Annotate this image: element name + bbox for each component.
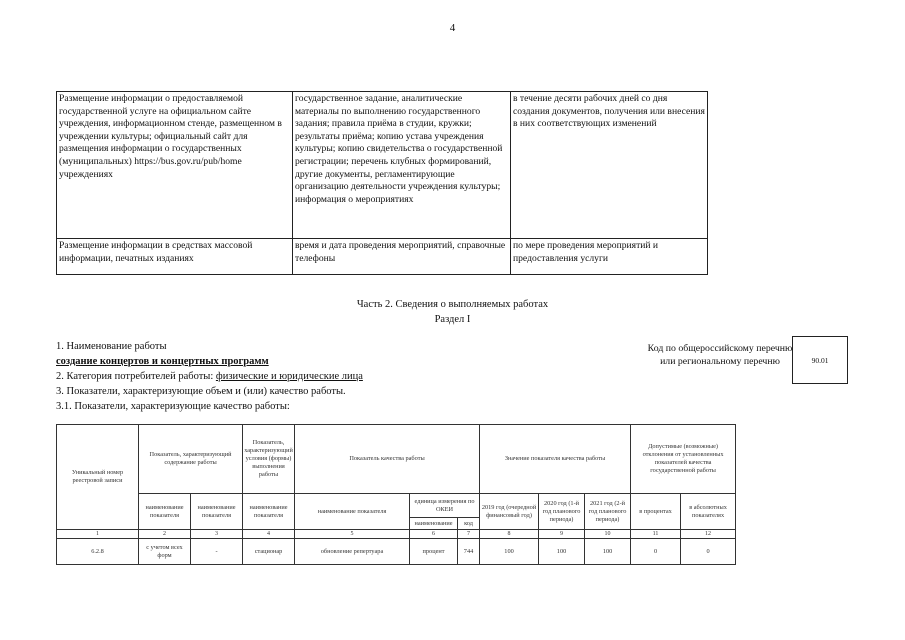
- subheader-name: наименование показателя: [243, 494, 295, 530]
- registry-code-label: Код по общероссийскому перечню или региональному перечню: [647, 343, 793, 367]
- column-number: 1: [57, 530, 139, 539]
- data-unique-number: 6.2.8: [57, 539, 139, 565]
- column-number: 5: [295, 530, 410, 539]
- data-content-1: с учетом всех форм: [139, 539, 191, 565]
- volume-quality-heading: 3. Показатели, характеризующие объем и (или) качество работы.: [56, 386, 346, 397]
- quality-table: [56, 424, 736, 565]
- header-quality-indicator: Показатель качества работы: [295, 425, 480, 494]
- work-name-value: создание концертов и концертных программ: [56, 356, 269, 367]
- data-unit-name: процент: [410, 539, 458, 565]
- part-title: Часть 2. Сведения о выполняемых работах: [356, 299, 549, 310]
- column-number: 11: [631, 530, 681, 539]
- data-value-2019: 100: [480, 539, 539, 565]
- subheader-name: наименование показателя: [295, 494, 410, 530]
- data-deviation-absolute: 0: [681, 539, 736, 565]
- info-content-cell: время и дата проведения мероприятий, справочные телефоны: [293, 239, 511, 275]
- consumer-category: [56, 369, 363, 384]
- part-heading: [0, 297, 905, 327]
- data-content-2: -: [191, 539, 243, 565]
- column-number: 7: [458, 530, 480, 539]
- subheader-unit: единица измерения по ОКЕИ: [410, 494, 480, 518]
- header-quality-values: Значение показателя качества работы: [480, 425, 631, 494]
- header-condition-indicator: Показатель, характеризующий условия (формы) выполнения работы: [243, 425, 295, 494]
- table-row: [57, 539, 736, 565]
- column-number: 6: [410, 530, 458, 539]
- work-name-label: 1. Наименование работы: [56, 341, 167, 352]
- data-deviation-percent: 0: [631, 539, 681, 565]
- data-unit-code: 744: [458, 539, 480, 565]
- table-header-row: [57, 494, 736, 518]
- column-number: 3: [191, 530, 243, 539]
- table-row: [57, 92, 708, 239]
- work-details: [56, 339, 363, 414]
- subheader-percent: в процентах: [631, 494, 681, 530]
- consumer-category-value: физические и юридические лица: [215, 371, 363, 382]
- table-header-row: [57, 425, 736, 494]
- subheader-name: наименование показателя: [139, 494, 191, 530]
- subheader-year-2021: 2021 год (2-й год планового периода): [585, 494, 631, 530]
- column-number: 10: [585, 530, 631, 539]
- subheader-year-2020: 2020 год (1-й год планового периода): [539, 494, 585, 530]
- header-content-indicator: Показатель, характеризующий содержание работы: [139, 425, 243, 494]
- column-number: 4: [243, 530, 295, 539]
- header-unique-number: Уникальный номер реестровой записи: [57, 425, 139, 530]
- header-deviation: Допустимые (возможные) отклонения от установленных показателей качества государственной работы: [631, 425, 736, 494]
- info-table: [56, 91, 708, 275]
- registry-code-box: 90.01: [792, 336, 848, 384]
- column-number: 12: [681, 530, 736, 539]
- column-number: 2: [139, 530, 191, 539]
- info-frequency-cell: в течение десяти рабочих дней со дня создания документов, получения или внесения в них соответствующих изменений: [511, 92, 708, 239]
- table-row: [57, 239, 708, 275]
- quality-heading: 3.1. Показатели, характеризующие качество работы:: [56, 401, 290, 412]
- subheader-name: наименование показателя: [191, 494, 243, 530]
- column-number-row: [57, 530, 736, 539]
- data-quality-name: обновление репертуара: [295, 539, 410, 565]
- info-method-cell: Размещение информации о предоставляемой государственной услуге на официальном сайте учреждения, информационном стенде, размещенном в учреждении культуры; официальный сайт для размещения информации о государственных (муниципальных) https://bus.gov.ru/pub/home учреждениях: [57, 92, 293, 239]
- page-number: 4: [449, 22, 456, 34]
- column-number: 8: [480, 530, 539, 539]
- section-title: Раздел I: [434, 314, 471, 325]
- info-content-cell: государственное задание, аналитические материалы по выполнению государственного задания; правила приёма в студии, кружки; результаты приёма; копию устава учреждения культуры; копию свидетельства о государственной регистрации; перечень клубных формирований, другие документы, регламентирующие организацию деятельности учреждения культуры; информация о мероприятиях: [293, 92, 511, 239]
- data-value-2020: 100: [539, 539, 585, 565]
- info-frequency-cell: по мере проведения мероприятий и предоставления услуги: [511, 239, 708, 275]
- subheader-absolute: в абсолютных показателях: [681, 494, 736, 530]
- subheader-year-2019: 2019 год (очередной финансовый год): [480, 494, 539, 530]
- data-value-2021: 100: [585, 539, 631, 565]
- info-method-cell: Размещение информации в средствах массовой информации, печатных изданиях: [57, 239, 293, 275]
- consumer-category-label: 2. Категория потребителей работы:: [56, 371, 216, 382]
- subheader-unit-name: наименование: [410, 518, 458, 530]
- column-number: 9: [539, 530, 585, 539]
- subheader-unit-code: код: [458, 518, 480, 530]
- data-condition: стационар: [243, 539, 295, 565]
